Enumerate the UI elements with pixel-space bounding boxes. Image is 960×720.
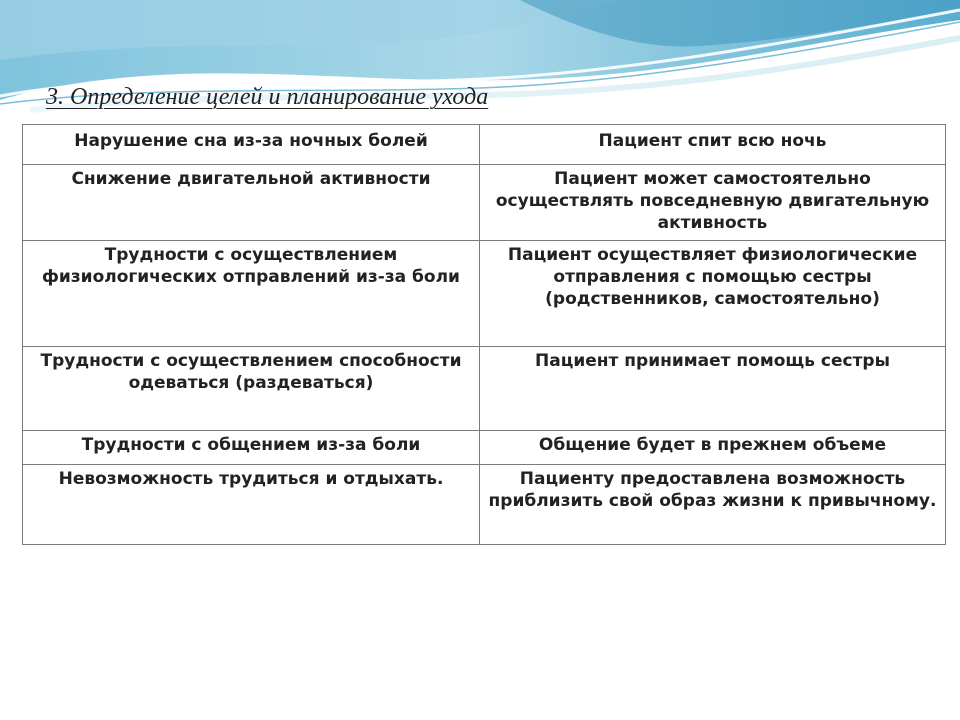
care-plan-table	[22, 124, 946, 545]
problem-cell: Нарушение сна из-за ночных болей	[23, 125, 480, 165]
problem-cell: Трудности с осуществлением физиологических отправлений из-за боли	[23, 241, 480, 347]
problem-cell: Снижение двигательной активности	[23, 165, 480, 241]
slide-title: 3. Определение целей и планирование ухода	[46, 84, 489, 110]
goal-cell: Пациент принимает помощь сестры	[480, 347, 946, 431]
goal-cell: Общение будет в прежнем объеме	[480, 431, 946, 465]
table-row	[23, 125, 946, 165]
table-row	[23, 165, 946, 241]
goal-cell: Пациент может самостоятельно осуществлять повседневную двигательную активность	[480, 165, 946, 241]
table-row	[23, 431, 946, 465]
goal-cell: Пациенту предоставлена возможность приблизить свой образ жизни к привычному.	[480, 465, 946, 545]
table-row	[23, 347, 946, 431]
table-row	[23, 241, 946, 347]
problem-cell: Трудности с осуществлением способности одеваться (раздеваться)	[23, 347, 480, 431]
table-row	[23, 465, 946, 545]
goal-cell: Пациент спит всю ночь	[480, 125, 946, 165]
problem-cell: Трудности с общением из-за боли	[23, 431, 480, 465]
problem-cell: Невозможность трудиться и отдыхать.	[23, 465, 480, 545]
goal-cell: Пациент осуществляет физиологические отправления с помощью сестры (родственников, самостоятельно)	[480, 241, 946, 347]
